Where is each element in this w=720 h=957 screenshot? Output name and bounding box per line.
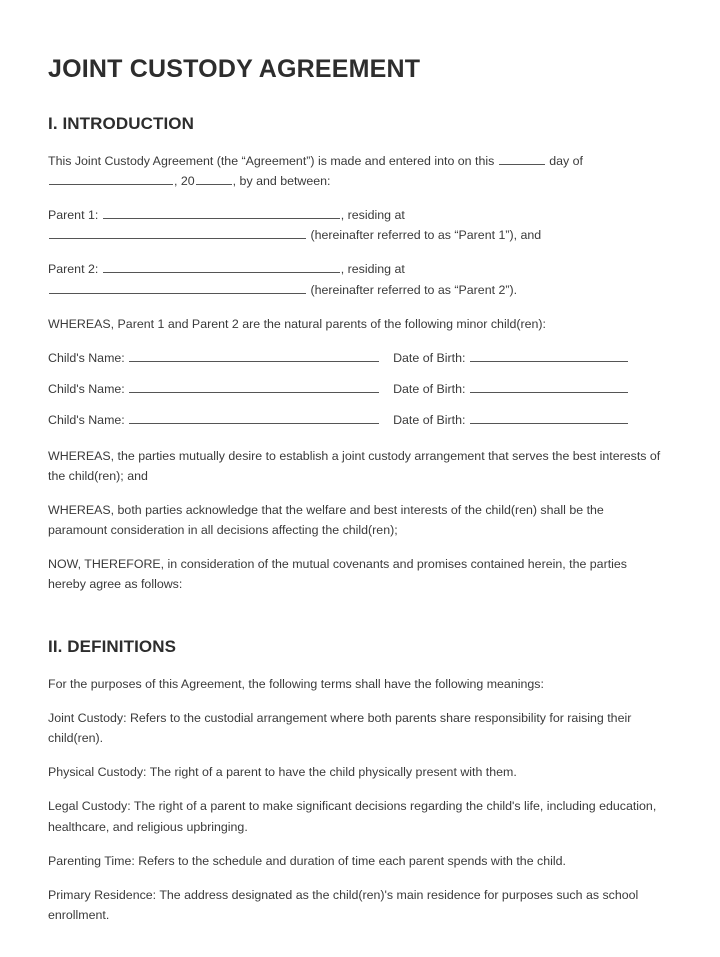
definition-parenting-time: Parenting Time: Refers to the schedule and duration of time each parent spends with the child. [48, 853, 566, 868]
whereas-natural-parents-paragraph: WHEREAS, Parent 1 and Parent 2 are the natural parents of the following minor child(ren): [48, 316, 546, 331]
child-dob-label: Date of Birth: [393, 350, 466, 365]
child-dob-label: Date of Birth: [393, 381, 466, 396]
child-name-label: Child's Name: [48, 412, 125, 427]
section-heading-definitions: II. DEFINITIONS [48, 636, 177, 656]
child-name-field[interactable] [129, 380, 379, 392]
recital-paragraph: NOW, THEREFORE, in consideration of the mutual covenants and promises contained herein, the parties hereby agree as follows: [48, 557, 627, 592]
parent-1-name-field[interactable] [103, 207, 340, 219]
year-blank-field[interactable] [196, 173, 232, 185]
parent-1-hereinafter-text: (hereinafter referred to as “Parent 1”), and [310, 228, 542, 243]
section-heading-introduction: I. INTRODUCTION [48, 113, 194, 133]
day-blank-field[interactable] [499, 153, 545, 165]
parent-1-address-field[interactable] [49, 227, 306, 239]
party-block-parent-2 [48, 259, 664, 299]
child-dob-label: Date of Birth: [393, 412, 466, 427]
intro-lead-text: This Joint Custody Agreement (the “Agreement”) is made and entered into on this [48, 154, 495, 169]
parent-2-address-field[interactable] [49, 281, 306, 293]
parent-2-name-field[interactable] [103, 261, 340, 273]
recital-paragraph: WHEREAS, the parties mutually desire to establish a joint custody arrangement that serves the best interests of the child(ren); and [48, 448, 661, 484]
parent-1-label: Parent 1: [48, 208, 99, 223]
document-title: JOINT CUSTODY AGREEMENT [48, 55, 421, 83]
parent-1-name-line [48, 205, 664, 225]
definitions-lead-paragraph: For the purposes of this Agreement, the following terms shall have the following meanings: [48, 677, 544, 692]
parent-2-address-line [48, 280, 664, 300]
parent-2-name-line [48, 259, 664, 279]
definition-primary-residence: Primary Residence: The address designated as the child(ren)'s main residence for purposes such as school enrollment. [48, 887, 639, 922]
party-block-parent-1 [48, 205, 664, 245]
child-name-field[interactable] [129, 349, 379, 361]
definition-legal-custody: Legal Custody: The right of a parent to make significant decisions regarding the child's life, including education, healthcare, and religious upbringing. [48, 799, 657, 834]
parent-2-residing-text: , residing at [340, 262, 405, 277]
child-name-field[interactable] [129, 411, 379, 423]
definition-joint-custody: Joint Custody: Refers to the custodial arrangement where both parents share responsibility for raising their child(ren). [48, 711, 632, 746]
child-dob-field[interactable] [470, 380, 628, 392]
child-name-label: Child's Name: [48, 381, 125, 396]
child-row [48, 348, 664, 368]
intro-between-text: , by and between: [232, 174, 331, 189]
child-dob-field[interactable] [470, 349, 628, 361]
recital-paragraph: WHEREAS, both parties acknowledge that the welfare and best interests of the child(ren) shall be the paramount consideration in all decisions affecting the child(ren); [48, 503, 604, 538]
child-row [48, 379, 664, 399]
month-blank-field[interactable] [49, 173, 173, 185]
definition-physical-custody: Physical Custody: The right of a parent to have the child physically present with them. [48, 765, 517, 780]
intro-day-of-text: day of [549, 154, 583, 169]
parent-2-label: Parent 2: [48, 262, 99, 277]
parent-2-hereinafter-text: (hereinafter referred to as “Parent 2”). [310, 282, 518, 297]
child-dob-field[interactable] [470, 411, 628, 423]
intro-year-prefix-text: , 20 [174, 174, 195, 189]
intro-paragraph [48, 151, 664, 191]
child-name-label: Child's Name: [48, 350, 125, 365]
parent-1-address-line [48, 225, 664, 245]
parent-1-residing-text: , residing at [340, 208, 405, 223]
child-row [48, 410, 664, 430]
